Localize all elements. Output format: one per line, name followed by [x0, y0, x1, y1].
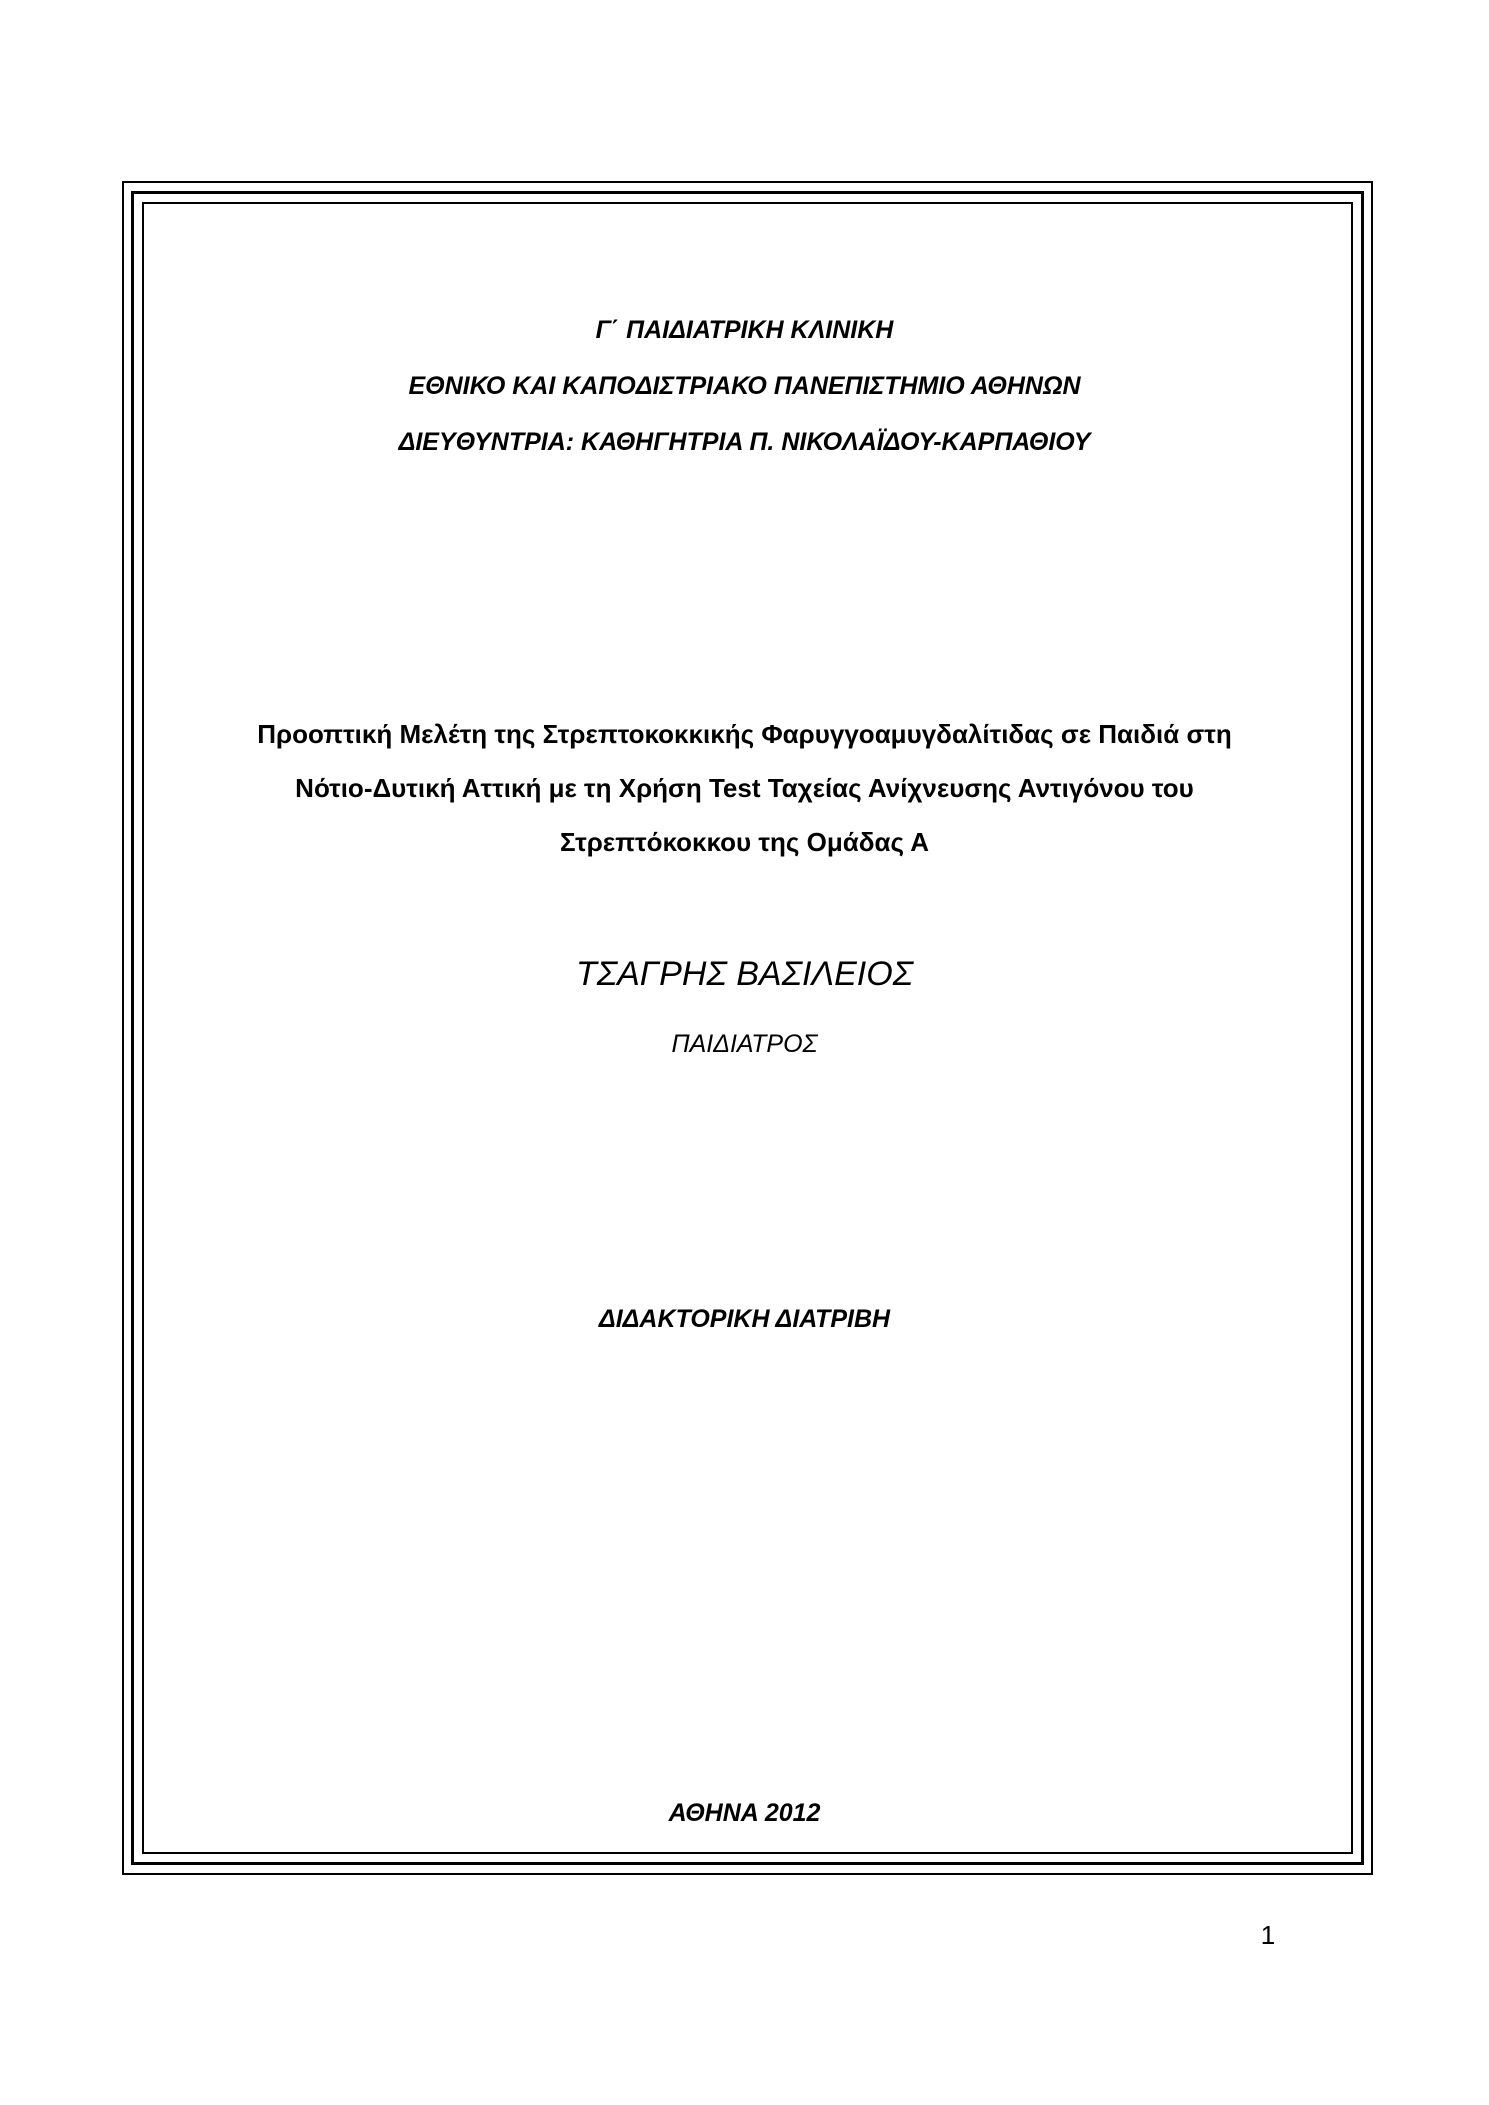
clinic-name: Γ΄ ΠΑΙΔΙΑΤΡΙΚΗ ΚΛΙΝΙΚΗ: [595, 316, 894, 344]
thesis-title-line-1: Προοπτική Μελέτη της Στρεπτοκοκκικής Φαρυγγοαμυγδαλίτιδας σε Παιδιά στη: [257, 719, 1232, 749]
director-line: ΔΙΕΥΘΥΝΤΡΙΑ: ΚΑΘΗΓΗΤΡΙΑ Π. ΝΙΚΟΛΑΪΔΟΥ-ΚΑΡΠΑΘΙΟΥ: [398, 428, 1091, 456]
page-number: 1: [1260, 1920, 1276, 1950]
author-role: ΠΑΙΔΙΑΤΡΟΣ: [671, 1030, 818, 1058]
university-name: ΕΘΝΙΚΟ ΚΑΙ ΚΑΠΟΔΙΣΤΡΙΑΚΟ ΠΑΝΕΠΙΣΤΗΜΙΟ ΑΘΗΝΩΝ: [408, 372, 1081, 400]
thesis-title-line-2: Νότιο-Δυτική Αττική με τη Χρήση Test Ταχείας Ανίχνευσης Αντιγόνου του: [295, 773, 1194, 803]
thesis-title-line-3: Στρεπτόκοκκου της Ομάδας Α: [559, 827, 930, 857]
document-type: ΔΙΔΑΚΤΟΡΙΚΗ ΔΙΑΤΡΙΒΗ: [598, 1305, 891, 1333]
author-name: ΤΣΑΓΡΗΣ ΒΑΣΙΛΕΙΟΣ: [575, 955, 914, 993]
place-year: ΑΘΗΝΑ 2012: [668, 1799, 821, 1827]
